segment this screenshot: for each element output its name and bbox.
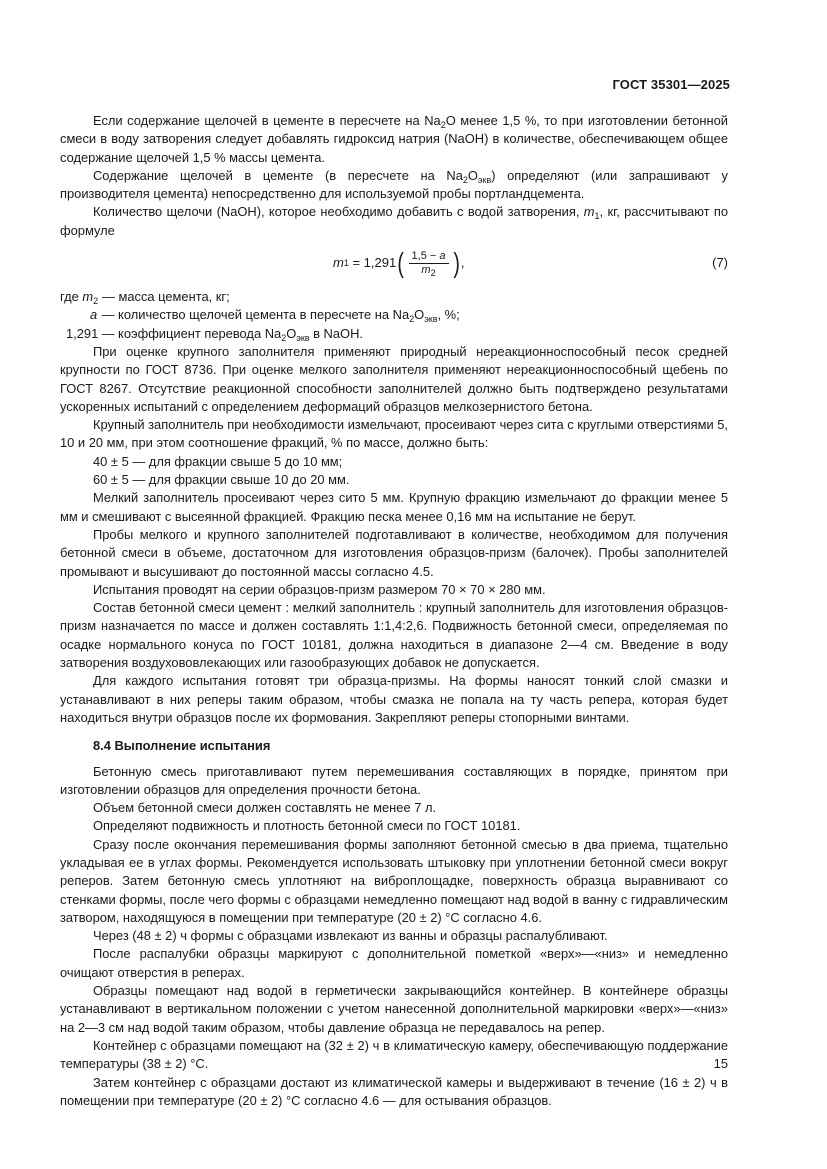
paragraph: При оценке крупного заполнителя применяют природный нереакционноспособный песок средней крупности по ГОСТ 8736. При оценке мелкого заполнителя применяют нереакционноспособный щебень по ГОСТ 8267. Отсутствие реакционной способности заполнителей должно быть подтверждено результатами ускоренных испытаний с определением деформаций образцов мелкозернистого бетона. [60, 343, 728, 414]
paragraph: Мелкий заполнитель просеивают через сито 5 мм. Крупную фракцию измельчают до фракции менее 5 мм и смешивают с высеянной фракцией. Фракцию песка менее 0,16 мм на испытание не берут. [60, 490, 728, 524]
paragraph: Крупный заполнитель при необходимости измельчают, просеивают через сита с круглыми отверстиями 5, 10 и 20 мм, при этом соотношение фракций, % по массе, должно быть: [60, 417, 728, 451]
paragraph: Затем контейнер с образцами достают из климатической камеры и выдерживают в течение (16 ± 2) ч в помещении при температуре (20 ± 2) °С согласно 4.6 — для остывания образцов. [60, 1074, 728, 1108]
where-item: где $m_2$ — масса цемента, кг; [60, 289, 230, 307]
paragraph: Пробы мелкого и крупного заполнителей подготавливают в количестве, необходимом для получения бетонной смеси в объеме, достаточном для изготовления образцов-призм (балочек). Пробы заполнителей промывают и высушивают до постоянной массы согласно 4.5. [60, 526, 728, 579]
fraction: $\frac{1,5 - a}{m_2}$ [409, 250, 449, 277]
where-item: 1,291 — коэффициент перевода $Na_2O_{экв}$ в NaOH. [66, 325, 363, 343]
paragraph: Состав бетонной смеси цемент : мелкий заполнитель : крупный заполнитель для изготовления образцов-призм назначается по массе и должен составлять 1:1,4:2,6. Подвижность бетонной смеси, определяемая по осадке нормального конуса по ГОСТ 10181, должна находиться в диапазоне 2—4 см. Введение в воду затворения воздухововлекающих или газообразующих добавок не допускается. [60, 600, 728, 671]
formula-7 [60, 244, 728, 282]
formula-expression: m 1 = 1,291 ( $\frac{1,5 - a}{m_2}$ ) , [333, 247, 465, 279]
paragraph: Бетонную смесь приготавливают путем перемешивания составляющих в порядке, принятом при изготовлении образцов для определения прочности бетона. [60, 763, 728, 797]
left-paren: ( [397, 247, 405, 279]
paragraph: Образцы помещают над водой в герметически закрывающийся контейнер. В контейнере образцы устанавливают в вертикальном положении с учетом нанесенной дополнительной маркировки «верх»—«низ» на 2—3 см над водой таким образом, чтобы давление образца не передавалось на репер. [60, 983, 728, 1035]
paragraph: Для каждого испытания готовят три образца-призмы. На формы наносят тонкий слой смазки и устанавливают в них реперы таким образом, чтобы смазка не попала на ту часть репера, которая будет находиться внутри образцов после их формования. Закрепляют реперы стопорными винтами. [60, 673, 728, 725]
paragraph: После распалубки образцы маркируют с дополнительной пометкой «верх»—«низ» и немедленно очищают отверстия в реперах. [60, 946, 728, 980]
page-content [60, 112, 728, 1110]
paragraph: Количество щелочи (NaOH), которое необходимо добавить с водой затворения, $m_1$, кг, рассчитывают по формуле [60, 204, 728, 238]
paragraph: Объем бетонной смеси должен составлять не менее 7 л. [93, 800, 437, 816]
formula-number: (7) [712, 255, 728, 271]
paragraph: Контейнер с образцами помещают на (32 ± 2) ч в климатическую камеру, обеспечивающую поддержание температуры (38 ± 2) °С. [60, 1037, 728, 1072]
paragraph: Определяют подвижность и плотность бетонной смеси по ГОСТ 10181. [93, 818, 521, 834]
paragraph: Содержание щелочей в цементе (в пересчете на $Na_2O_{экв}$) определяют (или запрашивают у производителя цемента) непосредственно для используемой пробы портландцемента. [60, 167, 728, 202]
paragraph: 60 ± 5 — для фракции свыше 10 до 20 мм. [93, 472, 350, 488]
page-number: 15 [713, 1056, 728, 1071]
paragraph: Через (48 ± 2) ч формы с образцами извлекают из ванны и образцы распалубливают. [93, 928, 608, 944]
right-paren: ) [452, 247, 460, 279]
section-heading: 8.4 Выполнение испытания [93, 738, 271, 754]
paragraph: Если содержание щелочей в цементе в пересчете на $Na_2O$ менее 1,5 %, то при изготовлении бетонной смеси в воду затворения следует добавлять гидроксид натрия (NaOH) в количестве, обеспечивающем общее содержание щелочей 1,5 % массы цемента. [60, 113, 728, 165]
paragraph: 40 ± 5 — для фракции свыше 5 до 10 мм; [93, 453, 343, 469]
paragraph: Испытания проводят на серии образцов-призм размером 70 × 70 × 280 мм. [93, 581, 546, 597]
paragraph: Сразу после окончания перемешивания формы заполняют бетонной смесью в два приема, тщательно укладывая ее в углах формы. Рекомендуется использовать штыковку при уплотнении бетонной смеси вокруг реперов. Затем бетонную смесь уплотняют на виброплощадке, поверхность образца выравнивают со стенками формы, после чего формы с образцами немедленно помещают над водой в ванну с гидравлическим затвором, находящуюся в помещении при температуре (20 ± 2) °С согласно 4.6. [60, 836, 728, 925]
document-code: ГОСТ 35301—2025 [612, 77, 730, 92]
where-item: a — количество щелочей цемента в пересчете на $Na_2O_{экв}$, %; [90, 307, 460, 325]
